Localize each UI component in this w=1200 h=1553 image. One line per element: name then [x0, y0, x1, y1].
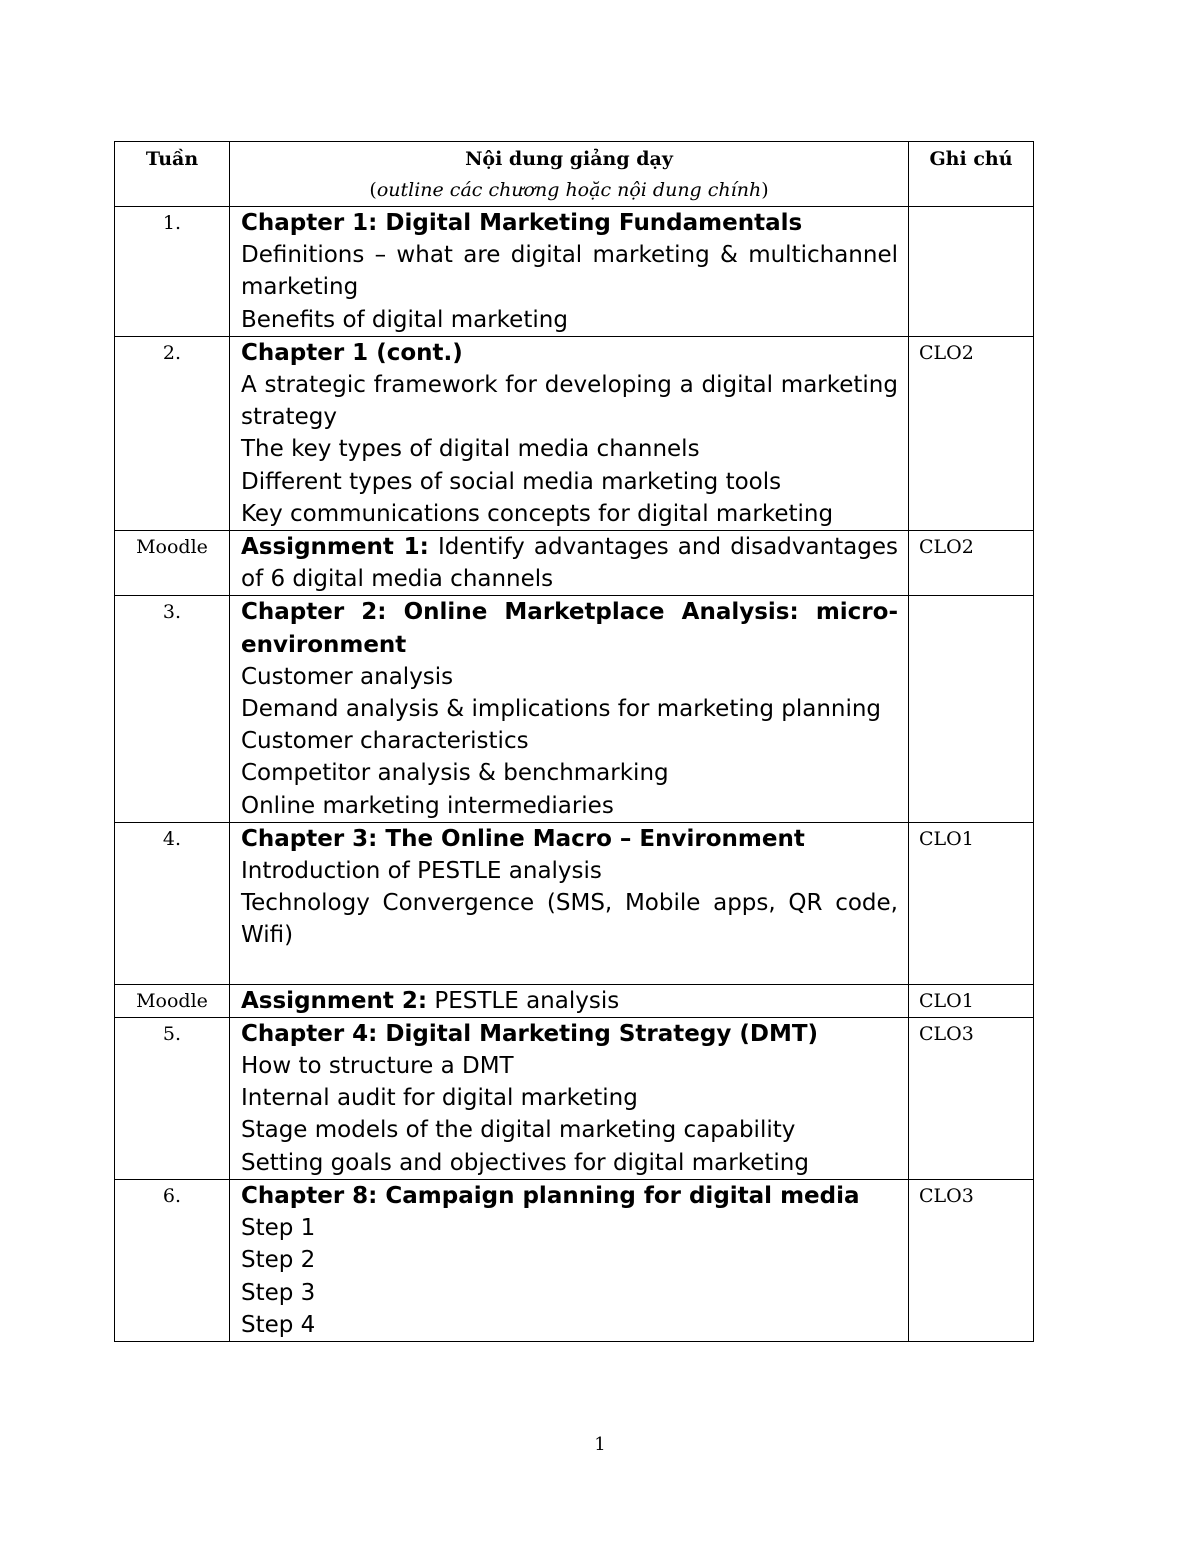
week-cell: 6.	[115, 1179, 230, 1341]
week-cell: 4.	[115, 822, 230, 984]
content-line: Customer characteristics	[241, 728, 529, 755]
page-number: 1	[594, 1434, 606, 1455]
assignment-title: Assignment 2:	[241, 987, 428, 1014]
header-content-title: Nội dung giảng dạy	[465, 148, 673, 170]
assignment-text: PESTLE analysis	[427, 987, 620, 1014]
assignment-title: Assignment 1:	[241, 534, 429, 561]
chapter-title: Chapter 2: Online Marketplace Analysis: micro-environment	[241, 599, 898, 658]
chapter-title: Chapter 4: Digital Marketing Strategy (DMT)	[241, 1020, 819, 1047]
syllabus-table	[114, 141, 1034, 1342]
note-cell: CLO3	[909, 1179, 1034, 1341]
content-line: A strategic framework for developing a digital marketing strategy	[241, 372, 898, 431]
content-cell	[230, 1179, 909, 1341]
content-line: Introduction of PESTLE analysis	[241, 858, 602, 885]
table-row	[115, 1179, 1034, 1341]
table-row	[115, 984, 1034, 1017]
content-line: Step 2	[241, 1247, 316, 1274]
table-row	[115, 596, 1034, 822]
note-cell: CLO3	[909, 1017, 1034, 1179]
week-cell: 2.	[115, 336, 230, 530]
content-cell	[230, 822, 909, 984]
header-content	[230, 142, 909, 207]
note-cell	[909, 207, 1034, 337]
content-line: Step 3	[241, 1279, 316, 1306]
chapter-title: Chapter 1: Digital Marketing Fundamentals	[241, 210, 803, 236]
note-cell: CLO1	[909, 822, 1034, 984]
content-line: Key communications concepts for digital marketing	[241, 500, 834, 527]
content-line: How to structure a DMT	[241, 1053, 514, 1080]
week-cell: 1.	[115, 207, 230, 337]
chapter-title: Chapter 3: The Online Macro – Environment	[241, 825, 805, 852]
note-cell: CLO2	[909, 531, 1034, 596]
content-cell	[230, 531, 909, 596]
note-cell: CLO1	[909, 984, 1034, 1017]
note-cell	[909, 596, 1034, 822]
content-line: The key types of digital media channels	[241, 436, 700, 463]
content-line: Stage models of the digital marketing capability	[241, 1117, 796, 1144]
chapter-title: Chapter 8: Campaign planning for digital media	[241, 1182, 860, 1209]
assignment-line	[241, 985, 898, 1017]
content-line: Online marketing intermediaries	[241, 792, 614, 819]
content-cell	[230, 984, 909, 1017]
content-cell	[230, 1017, 909, 1179]
content-cell	[230, 596, 909, 822]
table-row	[115, 1017, 1034, 1179]
week-cell: 5.	[115, 1017, 230, 1179]
table-row	[115, 531, 1034, 596]
content-line: Competitor analysis & benchmarking	[241, 760, 669, 787]
note-cell: CLO2	[909, 336, 1034, 530]
content-line: Demand analysis & implications for marketing planning	[241, 696, 882, 723]
table-row	[115, 336, 1034, 530]
chapter-title: Chapter 1 (cont.)	[241, 339, 463, 366]
content-line: Step 4	[241, 1311, 316, 1338]
content-line: Setting goals and objectives for digital marketing	[241, 1149, 809, 1176]
header-note: Ghi chú	[909, 142, 1034, 207]
content-line: Technology Convergence (SMS, Mobile apps, QR code, Wifi)	[241, 890, 898, 949]
blank-line	[241, 952, 898, 984]
content-line: Definitions – what are digital marketing & multichannel marketing	[241, 242, 898, 301]
table-header-row	[115, 142, 1034, 207]
week-cell: Moodle	[115, 984, 230, 1017]
header-content-subtitle: (outline các chương hoặc nội dung chính)	[369, 179, 769, 201]
table-row	[115, 207, 1034, 337]
week-cell: 3.	[115, 596, 230, 822]
content-line: Benefits of digital marketing	[241, 306, 568, 333]
content-line: Internal audit for digital marketing	[241, 1085, 638, 1112]
assignment-text: Identify advantages and disadvantages of 6 digital media channels	[241, 534, 898, 593]
content-line: Different types of social media marketing tools	[241, 468, 782, 495]
table-row	[115, 822, 1034, 984]
assignment-line	[241, 531, 898, 595]
content-line: Customer analysis	[241, 663, 454, 690]
content-line: Step 1	[241, 1215, 316, 1242]
content-cell	[230, 207, 909, 337]
content-cell	[230, 336, 909, 530]
header-week: Tuần	[115, 142, 230, 207]
week-cell: Moodle	[115, 531, 230, 596]
